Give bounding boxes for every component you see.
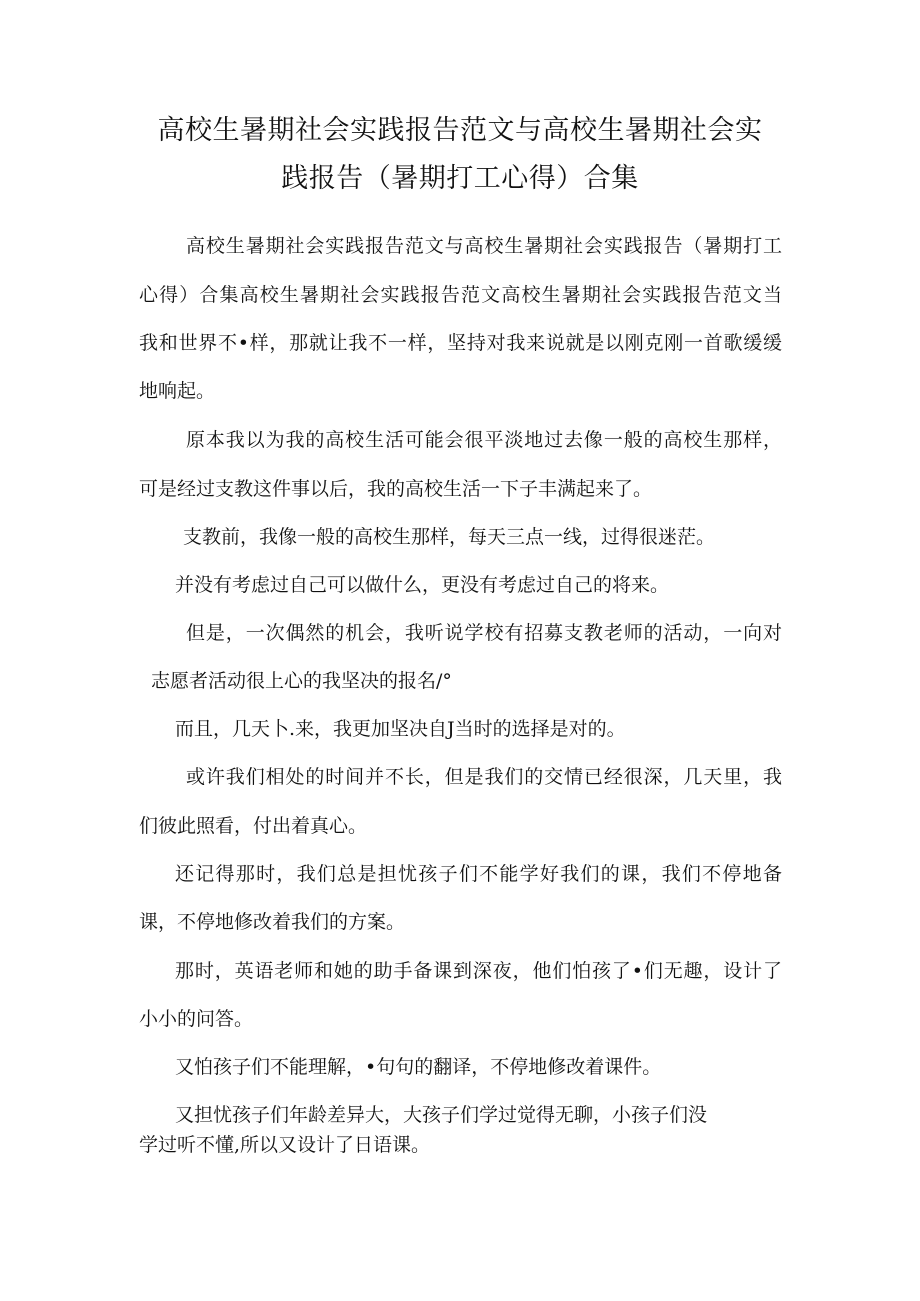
body-text-line: 们彼此照看，付出着真心。 xyxy=(139,815,368,837)
body-text-line: 学过听不懂,所以又设计了日语课。 xyxy=(139,1134,431,1156)
body-text-line: 但是，一次偶然的机会，我听说学校有招募支教老师的活动，一向对 xyxy=(186,622,783,644)
body-text-line: 那时，英语老师和她的助手备课到深夜，他们怕孩了•们无趣，设计了 xyxy=(175,960,783,982)
document-title-line-1: 高校生暑期社会实践报告范文与高校生暑期社会实 xyxy=(157,115,763,146)
body-text-line: 原本我以为我的高校生活可能会很平淡地过去像一般的高校生那样， xyxy=(186,429,783,451)
body-text-line: 课，不停地修改着我们的方案。 xyxy=(139,911,406,933)
body-text-line: 我和世界不•样，那就让我不一样，坚持对我来说就是以刚克刚一首歌缓缓 xyxy=(139,332,783,354)
body-text-line: 又担忧孩子们年龄差异大，大孩子们学过觉得无聊，小孩子们没 xyxy=(175,1104,708,1126)
document-title-line-2: 践报告（暑期打工心得）合集 xyxy=(281,163,639,194)
body-text-line: 或许我们相处的时间并不长，但是我们的交情已经很深，几天里，我 xyxy=(186,766,783,788)
body-text-line: 心得）合集高校生暑期社会实践报告范文高校生暑期社会实践报告范文当 xyxy=(139,284,784,306)
body-text-line: 并没有考虑过自己可以做什么，更没有考虑过自己的将来。 xyxy=(175,574,670,596)
body-text-line: 支教前，我像一般的高校生那样，每天三点一线，过得很迷茫。 xyxy=(183,526,716,548)
body-text-line: 而且，几天卜.来，我更加坚决自J当时的选择是对的。 xyxy=(175,718,626,740)
body-text-line: 志愿者活动很上心的我坚决的报名/° xyxy=(151,670,452,692)
body-text-line: 可是经过支教这件事以后，我的高校生活一下子丰满起来了。 xyxy=(139,478,653,500)
body-text-line: 高校生暑期社会实践报告范文与高校生暑期社会实践报告（暑期打工 xyxy=(186,235,783,257)
body-text-line: 小小的问答。 xyxy=(139,1008,254,1030)
body-text-line: 又怕孩子们不能理解，•句句的翻译，不停地修改着课件。 xyxy=(175,1056,662,1078)
body-text-line: 地响起。 xyxy=(139,380,216,402)
body-text-line: 还记得那时，我们总是担忧孩子们不能学好我们的课，我们不停地备 xyxy=(175,863,784,885)
